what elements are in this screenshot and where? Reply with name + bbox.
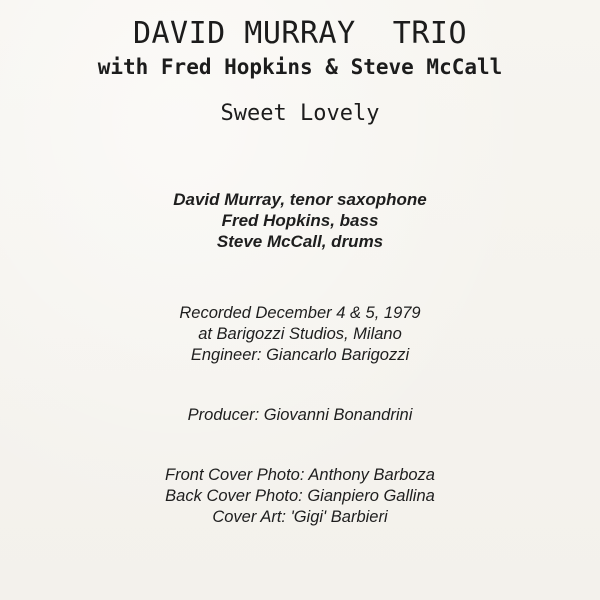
personnel-line: Steve McCall, drums	[216, 232, 384, 251]
cover-art-credit: Cover Art: 'Gigi' Barbieri	[212, 508, 388, 526]
personnel-list	[0, 189, 600, 252]
back-cover-credit: Back Cover Photo: Gianpiero Gallina	[165, 487, 435, 505]
front-cover-credit: Front Cover Photo: Anthony Barboza	[165, 466, 435, 484]
artist-title: DAVID MURRAY TRIO	[132, 16, 468, 51]
art-credits	[0, 465, 600, 528]
recording-studio: at Barigozzi Studios, Milano	[198, 325, 402, 343]
sidemen-subtitle: with Fred Hopkins & Steve McCall	[97, 55, 503, 79]
producer-line: Producer: Giovanni Bonandrini	[187, 406, 413, 424]
recording-engineer: Engineer: Giancarlo Barigozzi	[190, 346, 410, 364]
album-title: Sweet Lovely	[220, 101, 380, 126]
producer-credit	[0, 405, 600, 426]
personnel-line: David Murray, tenor saxophone	[173, 190, 427, 209]
recording-date: Recorded December 4 & 5, 1979	[179, 304, 421, 322]
personnel-line: Fred Hopkins, bass	[221, 211, 379, 230]
recording-info	[0, 303, 600, 366]
